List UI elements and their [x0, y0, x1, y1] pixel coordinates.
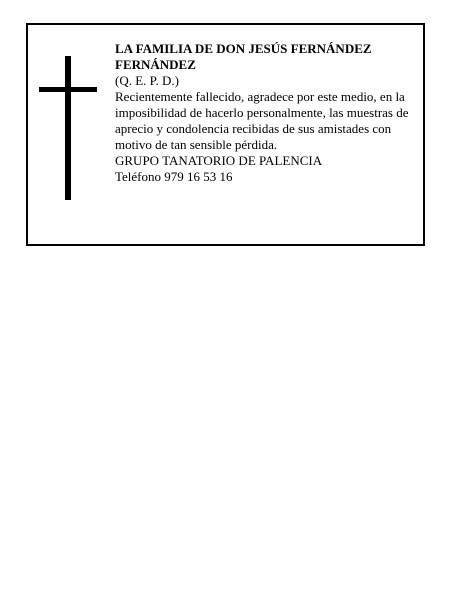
cross-vertical-bar	[65, 56, 71, 200]
obituary-notice	[26, 23, 425, 246]
notice-heading: LA FAMILIA DE DON JESÚS FERNÁNDEZ FERNÁNDEZ	[115, 41, 372, 72]
cross-icon	[39, 56, 97, 200]
notice-message: Recientemente fallecido, agradece por este medio, en la imposibilidad de hacerlo personalmente, las muestras de aprecio y condolencia recibidas de sus amistades con motivo de tan sensible pérdida.	[115, 89, 409, 152]
rip-text: (Q. E. P. D.)	[115, 73, 179, 88]
phone-number: Teléfono 979 16 53 16	[115, 169, 233, 184]
funeral-home-name: GRUPO TANATORIO DE PALENCIA	[115, 153, 323, 168]
notice-text	[115, 41, 423, 185]
cross-horizontal-bar	[39, 87, 97, 92]
